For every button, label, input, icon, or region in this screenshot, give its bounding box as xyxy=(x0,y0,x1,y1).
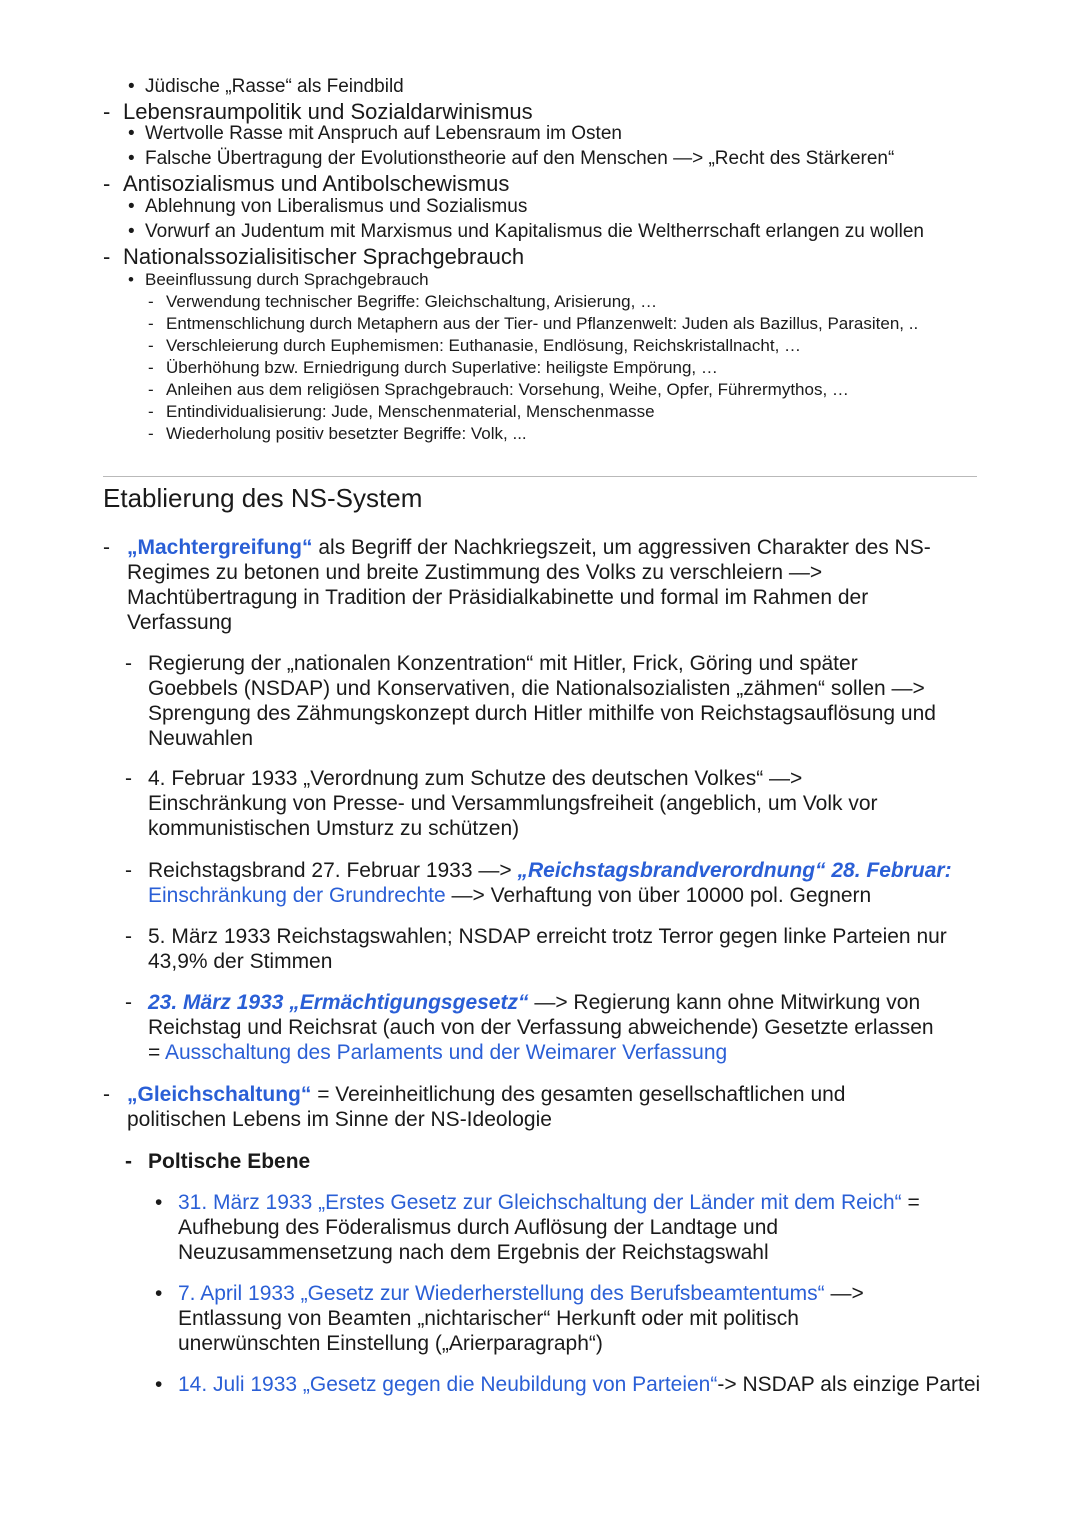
section-divider xyxy=(103,476,977,477)
dash-marker: - xyxy=(148,358,154,377)
wahlen-line: 43,9% der Stimmen xyxy=(148,950,333,973)
politische-line xyxy=(178,1281,864,1306)
list-item: Wiederholung positiv besetzter Begriffe: Volk, ... xyxy=(166,424,527,443)
dash-marker: - xyxy=(148,402,154,421)
politische-line: Entlassung von Beamten „nichtarischer“ Herkunft oder mit politisch xyxy=(178,1307,799,1330)
verordnung-line: kommunistischen Umsturz zu schützen) xyxy=(148,817,520,840)
dash-marker: - xyxy=(148,380,154,399)
verordnung-line: 4. Februar 1933 „Verordnung zum Schutze des deutschen Volkes“ —> xyxy=(148,767,803,790)
machtergreifung-line xyxy=(127,535,931,560)
bullet-dot: • xyxy=(128,196,135,217)
dash-marker: - xyxy=(103,244,111,269)
dash-marker: - xyxy=(103,171,111,196)
subsection-heading: Poltische Ebene xyxy=(148,1150,311,1173)
text-segment: —> Verhaftung von über 10000 pol. Gegnern xyxy=(445,884,872,907)
text-segment: = Vereinheitlichung des gesamten gesellschaftlichen und xyxy=(311,1083,846,1106)
term-grundrechte: Einschränkung der Grundrechte xyxy=(148,884,446,907)
text-segment: als Begriff der Nachkriegszeit, um aggressiven Charakter des NS- xyxy=(312,536,931,559)
dash-marker: - xyxy=(103,1083,110,1106)
regierung-line: Sprengung des Zähmungskonzept durch Hitler mithilfe von Reichstagsauflösung und xyxy=(148,702,936,725)
text-segment: = xyxy=(148,1041,165,1064)
list-item: Antisozialismus und Antibolschewismus xyxy=(123,171,510,196)
term-reichstagsbrandverordnung: „Reichstagsbrandverordnung“ 28. Februar: xyxy=(517,859,952,882)
politische-line: Aufhebung des Föderalismus durch Auflösung der Landtage und xyxy=(178,1216,779,1239)
text-segment: —> Regierung kann ohne Mitwirkung von xyxy=(528,991,921,1014)
bullet-dot: • xyxy=(155,1373,163,1396)
list-item: Falsche Übertragung der Evolutionstheorie auf den Menschen —> „Recht des Stärkeren“ xyxy=(145,148,895,169)
list-item: Anleihen aus dem religiösen Sprachgebrauch: Vorsehung, Weihe, Opfer, Führermythos, … xyxy=(166,380,849,399)
bullet-dot: • xyxy=(155,1282,163,1305)
term-neubildung-parteien: 14. Juli 1933 „Gesetz gegen die Neubildung von Parteien“ xyxy=(178,1373,718,1396)
bullet-dot: • xyxy=(128,270,134,289)
list-item: Vorwurf an Judentum mit Marxismus und Kapitalismus die Weltherrschaft erlangen zu wollen xyxy=(145,221,924,242)
list-item: Entindividualisierung: Jude, Menschenmaterial, Menschenmasse xyxy=(166,402,655,421)
dash-marker: - xyxy=(148,314,154,333)
term-berufsbeamtentum: 7. April 1933 „Gesetz zur Wiederherstellung des Berufsbeamtentums“ xyxy=(178,1282,825,1305)
regierung-line: Neuwahlen xyxy=(148,727,254,750)
list-item: Verwendung technischer Begriffe: Gleichschaltung, Arisierung, … xyxy=(166,292,658,311)
list-item: Entmenschlichung durch Metaphern aus der Tier- und Pflanzenwelt: Juden als Bazillus, Parasiten, .. xyxy=(166,314,919,333)
section-title: Etablierung des NS-System xyxy=(103,483,423,513)
bullet-dot: • xyxy=(128,123,135,144)
regierung-line: Regierung der „nationalen Konzentration“ mit Hitler, Frick, Göring und später xyxy=(148,652,858,675)
term-ausschaltung: Ausschaltung des Parlaments und der Weimarer Verfassung xyxy=(164,1041,728,1064)
list-item: Wertvolle Rasse mit Anspruch auf Lebensraum im Osten xyxy=(145,123,622,144)
bullet-dot: • xyxy=(128,76,135,97)
bullet-dot: • xyxy=(128,148,135,169)
dash-marker: - xyxy=(125,925,132,948)
list-item: Beeinflussung durch Sprachgebrauch xyxy=(145,270,429,289)
term-gleichschaltung: „Gleichschaltung“ xyxy=(127,1083,312,1106)
text-segment: = xyxy=(901,1191,920,1214)
brand-line xyxy=(148,883,871,908)
gleichschaltung-line xyxy=(127,1082,845,1107)
dash-marker: - xyxy=(148,336,154,355)
list-item: Lebensraumpolitik und Sozialdarwinismus xyxy=(123,99,533,124)
text-segment: -> NSDAP als einzige Partei xyxy=(717,1373,981,1396)
term-gleichschaltungsgesetz: 31. März 1933 „Erstes Gesetz zur Gleichschaltung der Länder mit dem Reich“ xyxy=(178,1191,902,1214)
text-segment: —> xyxy=(824,1282,864,1305)
verordnung-line: Einschränkung von Presse- und Versammlungsfreiheit (angeblich, um Volk vor xyxy=(148,792,878,815)
gleichschaltung-line: politischen Lebens im Sinne der NS-Ideologie xyxy=(127,1108,552,1131)
brand-line xyxy=(148,858,952,883)
bullet-dot: • xyxy=(155,1191,163,1214)
machtergreifung-line: Regimes zu betonen und breite Zustimmung des Volks zu verschleiern —> xyxy=(127,561,823,584)
dash-marker: - xyxy=(148,424,154,443)
politische-line xyxy=(178,1372,980,1397)
text-segment: Reichstagsbrand 27. Februar 1933 —> xyxy=(148,859,518,882)
politische-line: Neuzusammensetzung nach dem Ergebnis der Reichstagswahl xyxy=(178,1241,769,1264)
list-item: Nationalssozialisitischer Sprachgebrauch xyxy=(123,244,525,269)
term-machtergreifung: „Machtergreifung“ xyxy=(127,536,313,559)
regierung-line: Goebbels (NSDAP) und Konservativen, die Nationalsozialisten „zähmen“ sollen —> xyxy=(148,677,925,700)
politische-line: unerwünschten Einstellung („Arierparagraph“) xyxy=(178,1332,603,1355)
list-item: Verschleierung durch Euphemismen: Euthanasie, Endlösung, Reichskristallnacht, … xyxy=(166,336,802,355)
ermaechtigung-line: Reichstag und Reichsrat (auch von der Verfassung abweichende) Gesetzte erlassen xyxy=(148,1016,934,1039)
dash-marker: - xyxy=(148,292,154,311)
list-item: Ablehnung von Liberalismus und Sozialismus xyxy=(145,196,528,217)
dash-marker: - xyxy=(125,652,132,675)
bullet-dot: • xyxy=(128,221,135,242)
term-ermaechtigungsgesetz: 23. März 1933 „Ermächtigungsgesetz“ xyxy=(148,991,529,1014)
ermaechtigung-line xyxy=(148,990,920,1015)
list-item: Überhöhung bzw. Erniedrigung durch Superlative: heiligste Empörung, … xyxy=(166,358,718,377)
dash-marker: - xyxy=(103,536,110,559)
machtergreifung-line: Machtübertragung in Tradition der Präsidialkabinette und formal im Rahmen der xyxy=(127,586,869,609)
dash-marker: - xyxy=(103,99,111,124)
list-item: Jüdische „Rasse“ als Feindbild xyxy=(145,76,404,97)
dash-marker: - xyxy=(125,1150,132,1173)
ermaechtigung-line xyxy=(148,1040,727,1065)
dash-marker: - xyxy=(125,991,132,1014)
machtergreifung-line: Verfassung xyxy=(127,611,233,634)
wahlen-line: 5. März 1933 Reichstagswahlen; NSDAP erreicht trotz Terror gegen linke Parteien nur xyxy=(148,925,947,948)
politische-line xyxy=(178,1190,920,1215)
dash-marker: - xyxy=(125,859,132,882)
dash-marker: - xyxy=(125,767,132,790)
